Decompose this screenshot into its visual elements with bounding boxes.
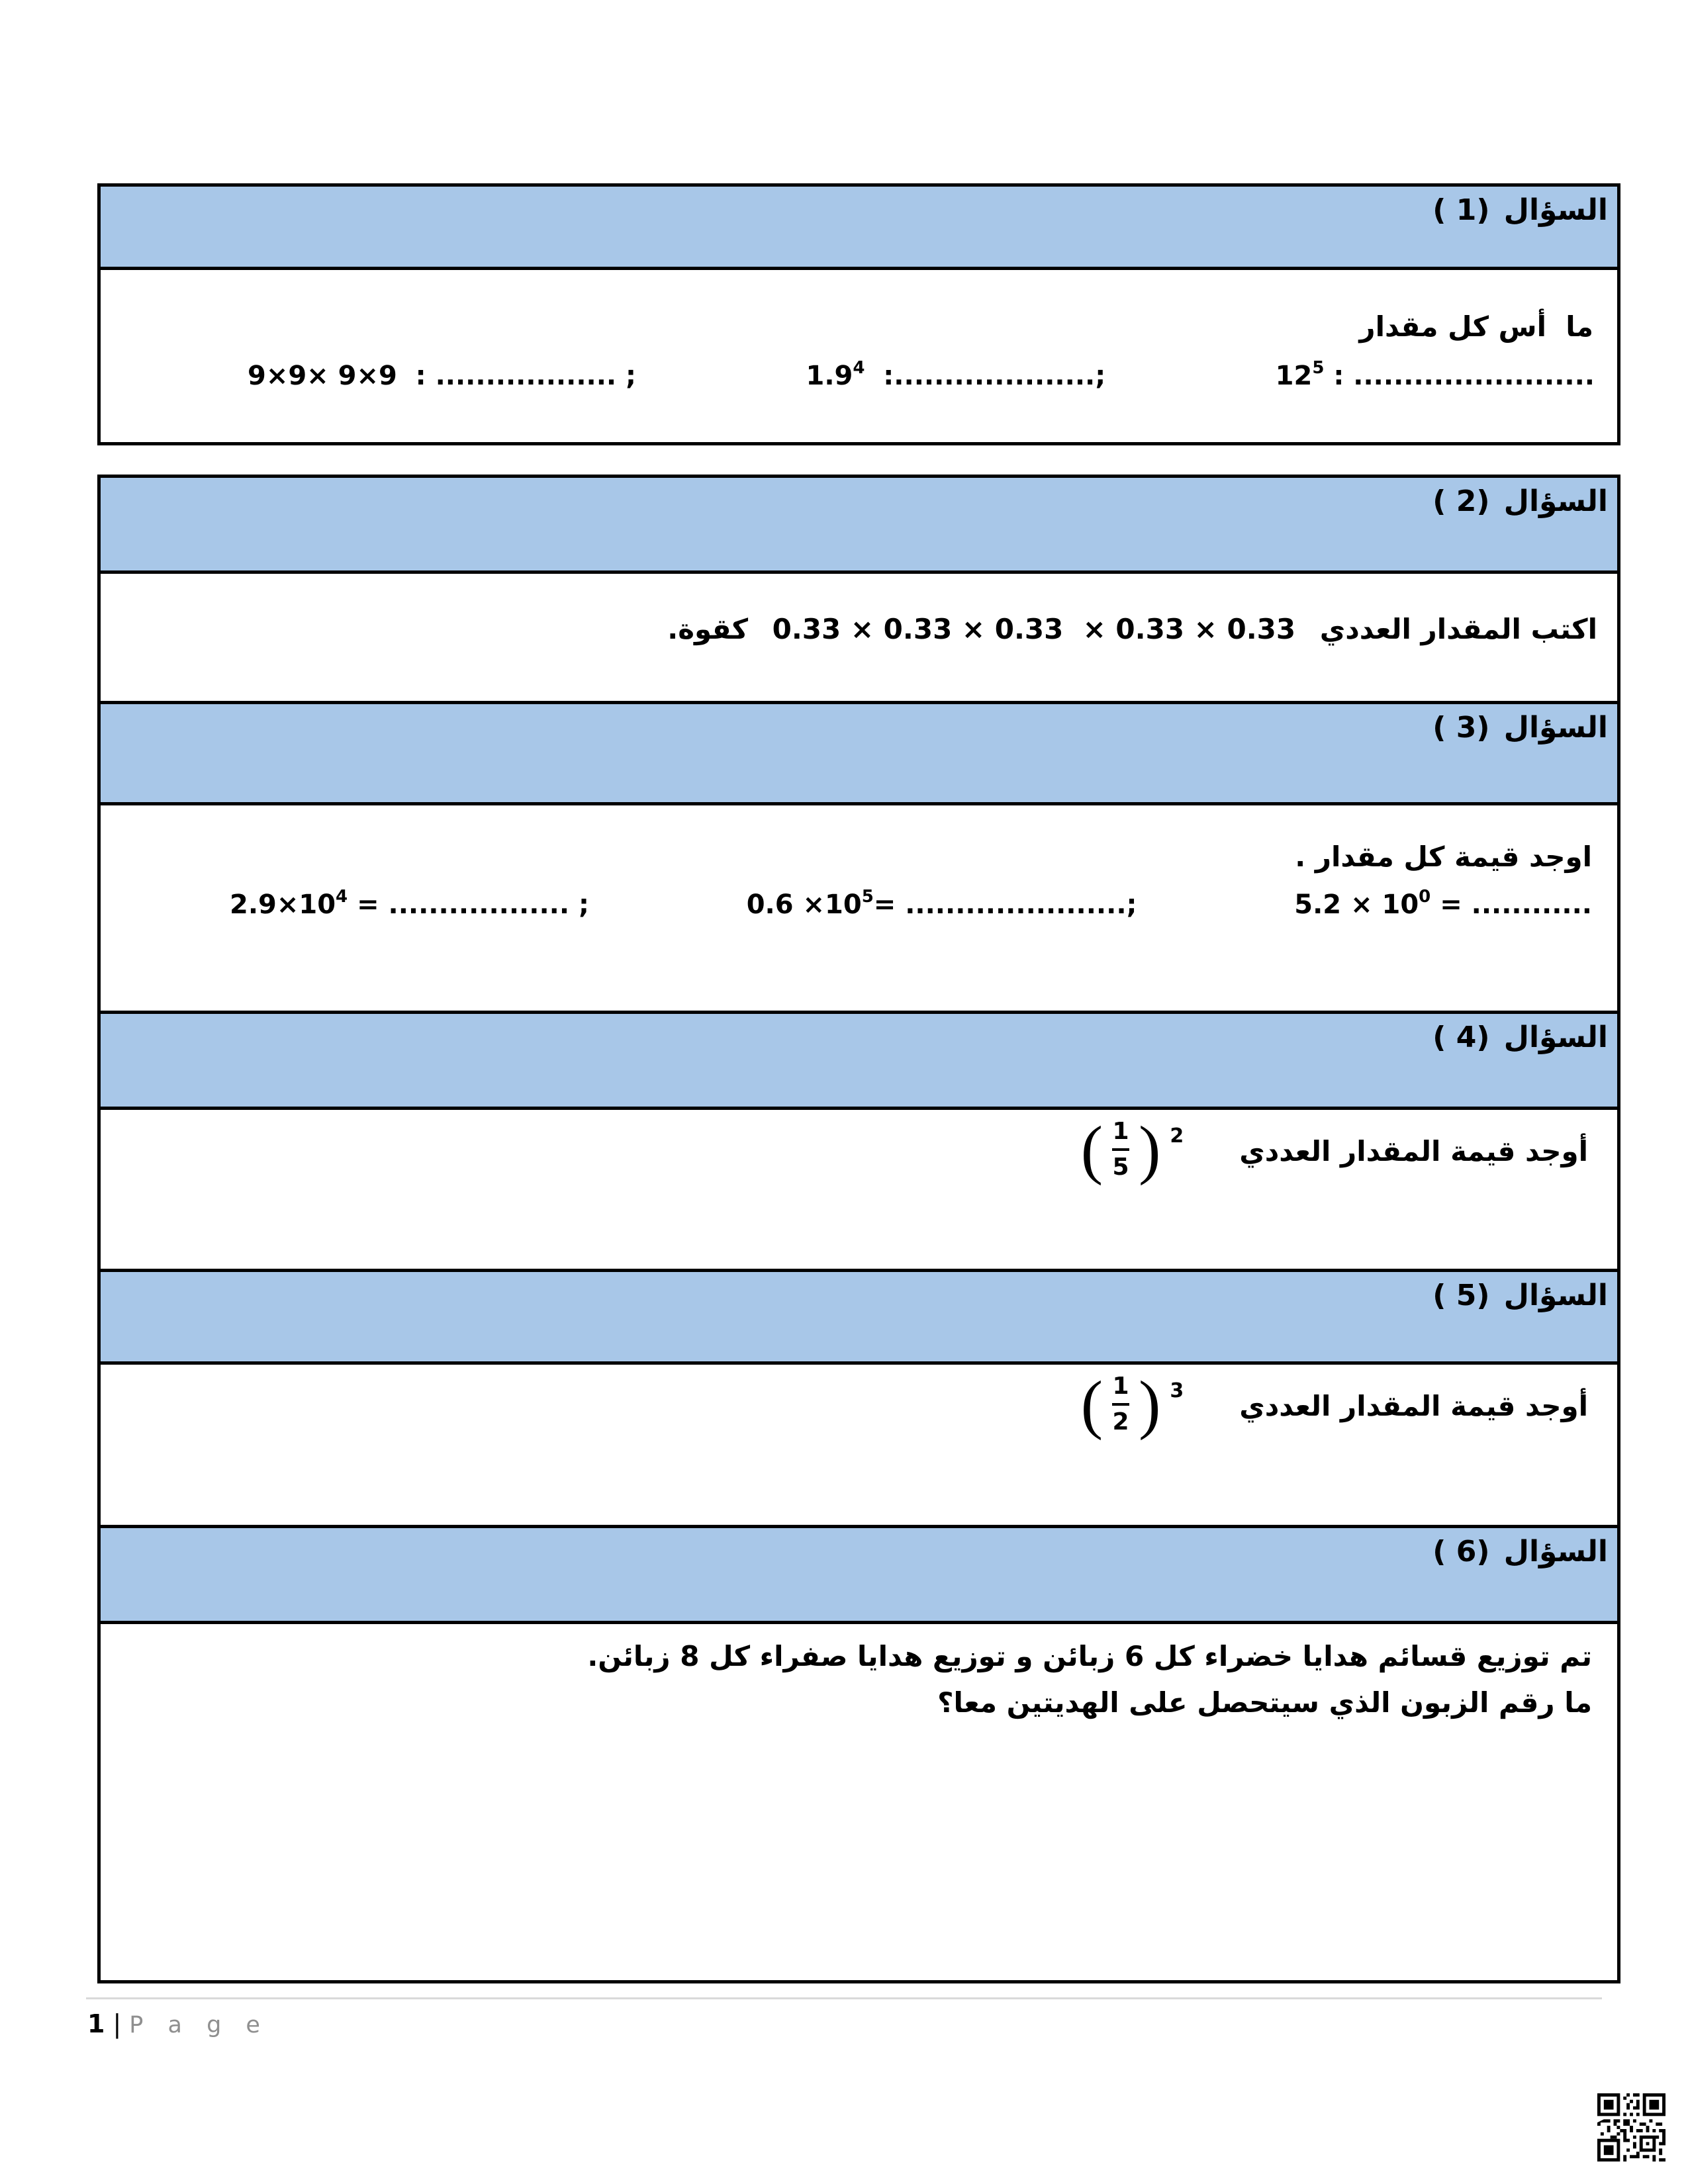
footer-page-word: P a g e	[129, 2012, 269, 2038]
fraction-bar	[1112, 1403, 1129, 1406]
equation-blank: $5.2 \times 10^0$ = ............	[1294, 886, 1592, 920]
question-1-header-number: ( 1)	[1432, 193, 1490, 227]
page-number: 1	[87, 2009, 107, 2038]
open-paren: (	[1080, 1113, 1103, 1186]
question-2-prompt: اكتب المقدار العددي	[1319, 613, 1597, 645]
equation-blank: $2.9\times 10^4$ = .................. ;	[230, 886, 589, 920]
question-2-header-label: السؤال	[1503, 484, 1608, 518]
fraction-denominator: 5	[1112, 1153, 1129, 1181]
question-3-equations	[101, 886, 1617, 920]
question-1-header-label: السؤال	[1503, 193, 1608, 227]
fraction-bar	[1112, 1148, 1129, 1151]
exponent: 3	[1170, 1379, 1184, 1402]
question-4-header	[101, 1014, 1617, 1110]
question-6-line2: ما رقم الزبون الذي سيتحصل على الهديتين معا؟	[937, 1686, 1592, 1719]
question-3-header	[101, 704, 1617, 805]
fraction-numerator: 1	[1112, 1117, 1129, 1145]
open-paren: (	[1080, 1367, 1103, 1441]
question-5-header-number: ( 5)	[1432, 1279, 1490, 1312]
equation-blank: $0.6 \times 10^5=$ ......................;	[746, 886, 1137, 920]
question-1-body	[101, 270, 1617, 442]
exponent: 2	[1170, 1124, 1184, 1148]
question-5-prompt: أوجد قيمة المقدار العددي	[1239, 1390, 1588, 1422]
fraction-numerator: 1	[1112, 1372, 1129, 1400]
footer-separator: |	[113, 2009, 123, 2038]
question-3-prompt: اوجد قيمة كل مقدار .	[1295, 841, 1592, 873]
question-3-header-label: السؤال	[1503, 711, 1608, 745]
question-5-header-label: السؤال	[1503, 1279, 1608, 1312]
question-2-header-number: ( 2)	[1432, 484, 1490, 518]
equation-blank: $1.9^4$ :....................;	[806, 357, 1106, 391]
questions-2-6-table	[97, 475, 1620, 1983]
close-paren: )	[1139, 1367, 1161, 1441]
fraction	[1112, 1373, 1129, 1435]
fraction-expression	[1080, 1367, 1184, 1441]
question-2-expression: 0.33 × 0.33 × 0.33 × 0.33 × 0.33	[772, 613, 1296, 645]
question-1-equations	[101, 357, 1617, 391]
fraction-expression	[1080, 1113, 1184, 1186]
close-paren: )	[1139, 1113, 1161, 1186]
question-1-prompt: ما أس كل مقدار	[1359, 310, 1593, 343]
question-5-body	[101, 1365, 1617, 1528]
equation-blank: $12^5$ : ........................	[1275, 357, 1595, 391]
page-footer	[87, 2009, 269, 2038]
equation-blank: 9×9× 9×9 : .................. ;	[248, 360, 637, 391]
question-2-body	[101, 574, 1617, 704]
question-6-header-label: السؤال	[1503, 1535, 1608, 1569]
question-1-header	[101, 187, 1617, 270]
question-1-table	[97, 183, 1620, 445]
question-3-body	[101, 805, 1617, 1014]
question-5-header	[101, 1272, 1617, 1365]
question-4-header-label: السؤال	[1503, 1021, 1608, 1054]
question-2-header	[101, 478, 1617, 574]
question-3-header-number: ( 3)	[1432, 711, 1490, 745]
qr-code	[1597, 2093, 1665, 2161]
question-4-header-number: ( 4)	[1432, 1021, 1490, 1054]
question-6-header-number: ( 6)	[1432, 1535, 1490, 1569]
question-4-prompt: أوجد قيمة المقدار العددي	[1239, 1135, 1588, 1167]
question-4-body	[101, 1110, 1617, 1272]
question-2-suffix: كقوة.	[667, 613, 748, 645]
fraction-denominator: 2	[1112, 1408, 1129, 1435]
fraction	[1112, 1118, 1129, 1180]
footer-divider	[86, 1997, 1602, 1999]
question-6-line1: تم توزيع قسائم هدايا خضراء كل 6 زبائن و توزيع هدايا صفراء كل 8 زبائن.	[587, 1640, 1592, 1672]
question-6-header	[101, 1528, 1617, 1624]
question-6-body	[101, 1624, 1617, 1980]
